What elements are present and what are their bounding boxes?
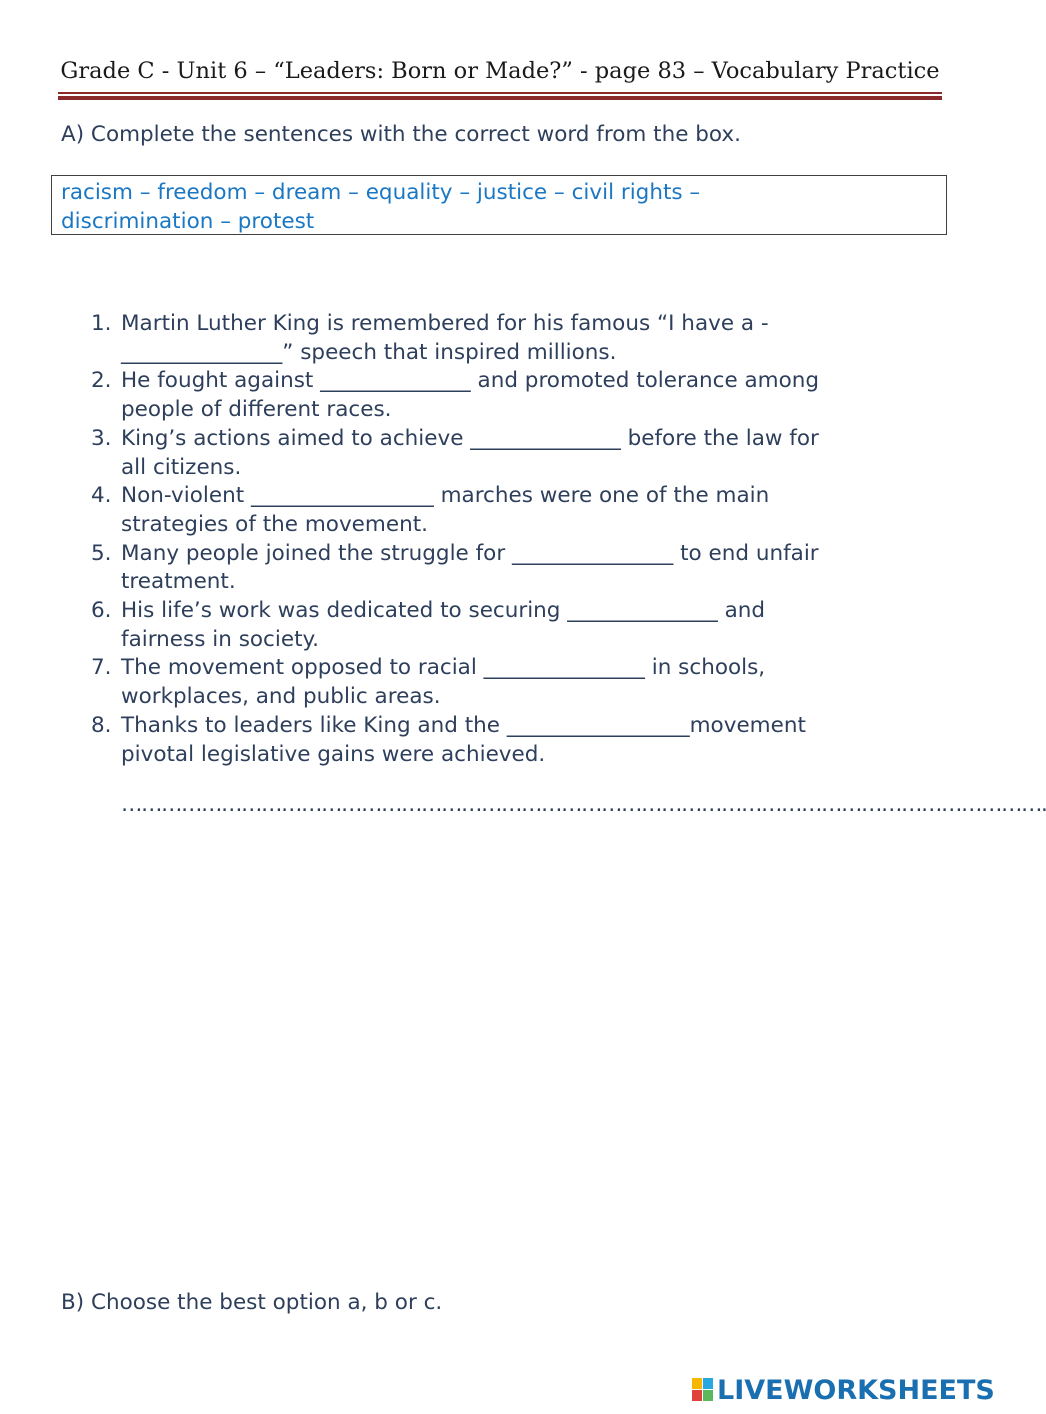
sentence-item-5 (91, 540, 941, 597)
sentence-item-6 (91, 597, 941, 654)
page-title: Grade C - Unit 6 – “Leaders: Born or Made?” - page 83 – Vocabulary Practice (60, 58, 940, 84)
sentence-text: King’s actions aimed to achieve ______________ before the law for all citizens. (121, 425, 819, 480)
sentence-text: He fought against ______________ and promoted tolerance among people of different races. (121, 368, 820, 423)
word-box (51, 175, 947, 235)
sentence-item-1 (91, 310, 941, 367)
liveworksheets-logo-text: LIVEWORKSHEETS (717, 1374, 995, 1406)
sentence-item-7 (91, 654, 941, 711)
sentence-number: 1. (91, 311, 112, 336)
sentence-item-8 (91, 712, 941, 769)
word-box-line-1: racism – freedom – dream – equality – justice – civil rights – (61, 180, 701, 205)
dotted-answer-line[interactable]: …………………………………………………………………………………………………………………………. (121, 792, 1046, 817)
sentence-text: The movement opposed to racial _______________ in schools, workplaces, and public areas. (121, 655, 766, 710)
header-rule-thin (58, 92, 942, 94)
section-b-instruction: B) Choose the best option a, b or c. (61, 1290, 443, 1315)
sentence-number: 3. (91, 425, 112, 451)
sentence-text: Martin Luther King is remembered for his famous “I have a - _______________” speech that inspired millions. (121, 311, 769, 365)
sentence-number: 5. (91, 540, 112, 566)
word-box-line-2: discrimination – protest (61, 209, 315, 234)
sentence-list (91, 310, 941, 769)
sentence-text: Many people joined the struggle for _______________ to end unfair treatment. (121, 540, 819, 595)
sentence-item-3 (91, 425, 941, 482)
liveworksheets-logo (692, 1374, 995, 1406)
sentence-number: 7. (91, 655, 112, 681)
section-a-instruction: A) Complete the sentences with the correct word from the box. (61, 122, 741, 147)
liveworksheets-logo-icon (692, 1378, 714, 1402)
header-rule-thick (58, 96, 942, 100)
sentence-number: 2. (91, 368, 112, 394)
sentence-number: 4. (91, 483, 112, 509)
sentence-number: 6. (91, 598, 112, 624)
sentence-text: Non-violent _________________ marches were one of the main strategies of the movement. (121, 483, 770, 537)
sentence-text: His life’s work was dedicated to securing ______________ and fairness in society. (121, 598, 766, 652)
sentence-item-2 (91, 367, 941, 424)
sentence-number: 8. (91, 712, 112, 738)
sentence-text: Thanks to leaders like King and the _________________movement pivotal legislative gains were achieved. (121, 712, 806, 767)
sentence-item-4 (91, 482, 941, 539)
